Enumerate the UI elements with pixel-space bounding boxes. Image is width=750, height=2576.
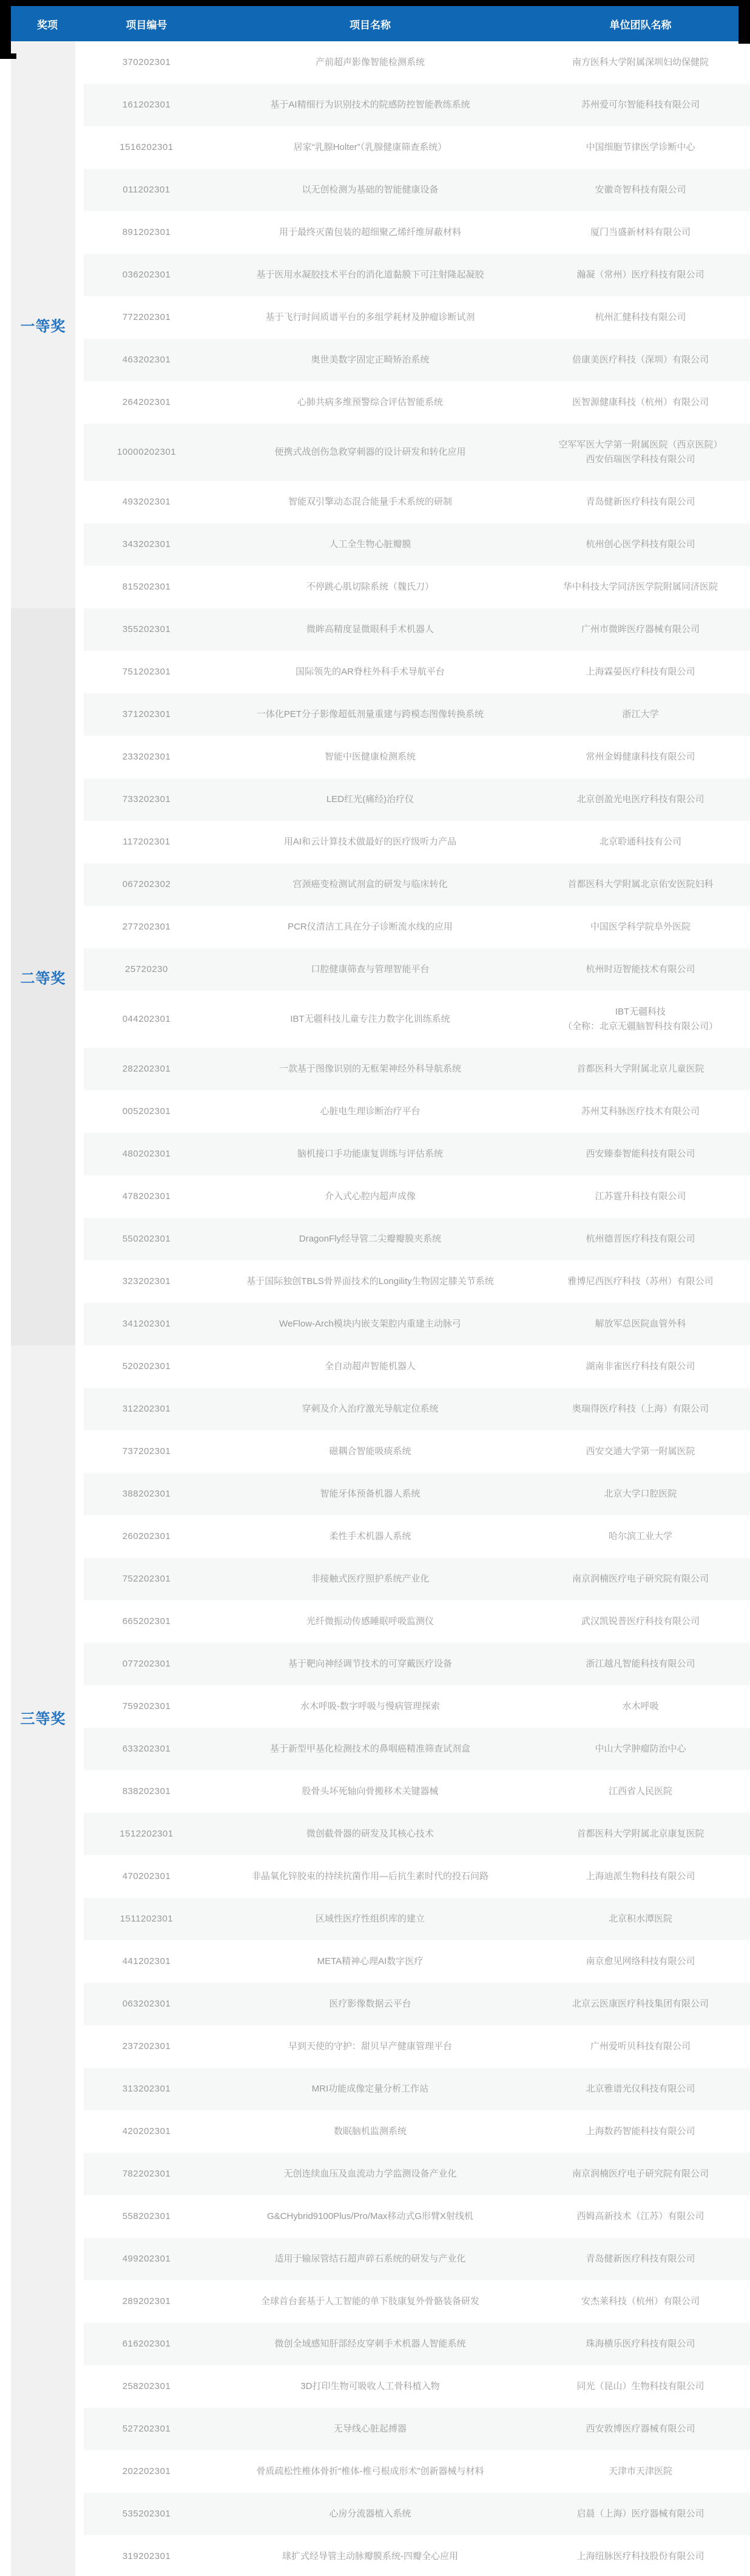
project-name: 用AI和云计算技术做最好的医疗级听力产品 bbox=[283, 837, 457, 847]
project-name: 基于医用水凝胶技术平台的消化道黏膜下可注射隆起凝胶 bbox=[256, 270, 484, 280]
table-row bbox=[84, 2365, 750, 2408]
project-id: 493202301 bbox=[122, 497, 171, 507]
project-name: 适用于输尿管结石超声碎石系统的研发与产业化 bbox=[274, 2254, 466, 2264]
project-name: 产前超声影像智能检测系统 bbox=[315, 57, 425, 67]
project-name: 股骨头坏死轴向骨搬移术关键器械 bbox=[302, 1786, 439, 1796]
table-row bbox=[84, 778, 750, 821]
project-name: 心肺共病多维预警综合评估智能系统 bbox=[297, 397, 443, 407]
column-gutter bbox=[75, 608, 84, 1345]
project-name: WeFlow-Arch模块内嵌支架腔内重建主动脉弓 bbox=[279, 1319, 461, 1329]
project-name: 3D打印生物可吸收人工骨科植入物 bbox=[300, 2381, 440, 2391]
award-cell bbox=[11, 1345, 75, 2576]
table-row bbox=[84, 1983, 750, 2025]
project-id: 558202301 bbox=[122, 2211, 171, 2221]
project-name: 智能双引擎动态混合能量手术系统的研制 bbox=[288, 497, 452, 507]
project-id: 355202301 bbox=[122, 624, 171, 634]
org-name: 中国细胞节律医学诊断中心 bbox=[586, 142, 695, 152]
project-id: 782202301 bbox=[122, 2169, 171, 2179]
org-name: 倍康美医疗科技（深圳）有限公司 bbox=[572, 355, 709, 365]
project-id: 463202301 bbox=[122, 355, 171, 365]
project-name: 全球首台套基于人工智能的单下肢康复外骨骼装备研发 bbox=[260, 2296, 479, 2306]
table-row bbox=[84, 608, 750, 651]
project-name: 宫颈癌变检测试剂盒的研发与临床转化 bbox=[292, 879, 448, 889]
project-name: 全自动超声智能机器人 bbox=[324, 1361, 416, 1371]
table-row bbox=[84, 863, 750, 906]
project-id: 312202301 bbox=[122, 1404, 171, 1414]
project-id: 441202301 bbox=[122, 1956, 171, 1966]
table-row bbox=[84, 481, 750, 523]
left-frame-bar bbox=[0, 0, 11, 59]
project-name: 不停跳心肌切除系统（魏氏刀） bbox=[306, 582, 434, 592]
org-name: 珠海横乐医疗科技有限公司 bbox=[586, 2339, 695, 2349]
org-name: 北京云医康医疗科技集团有限公司 bbox=[572, 1999, 709, 2009]
table-body bbox=[11, 41, 750, 2576]
table-row bbox=[84, 2238, 750, 2280]
table-row bbox=[84, 1685, 750, 1728]
org-name: 南京愈见网络科技有限公司 bbox=[586, 1956, 695, 1966]
table-row bbox=[84, 2323, 750, 2365]
org-name: 西安交通大学第一附属医院 bbox=[586, 1446, 695, 1456]
project-id: 289202301 bbox=[122, 2296, 171, 2306]
org-name: 北京创盈光电医疗科技有限公司 bbox=[576, 794, 704, 804]
org-name: 上海纽脉医疗科技股份有限公司 bbox=[576, 2551, 704, 2561]
table-row bbox=[84, 2493, 750, 2535]
table-row bbox=[84, 1133, 750, 1175]
project-id: 264202301 bbox=[122, 397, 171, 407]
project-name: 口腔健康筛查与管理智能平台 bbox=[311, 964, 430, 974]
group-rows bbox=[84, 1345, 750, 2576]
table-row bbox=[84, 1643, 750, 1685]
org-name: 南京润楠医疗电子研究院有限公司 bbox=[572, 1574, 709, 1584]
project-id: 633202301 bbox=[122, 1744, 171, 1754]
project-name: 穿刺及介入治疗激光导航定位系统 bbox=[302, 1404, 439, 1414]
project-id: 117202301 bbox=[123, 837, 171, 847]
table-row bbox=[84, 1855, 750, 1898]
table-row bbox=[84, 169, 750, 211]
project-id: 343202301 bbox=[122, 539, 171, 549]
table-row bbox=[84, 211, 750, 254]
project-id: 036202301 bbox=[122, 270, 171, 280]
header-project-id: 项目编号 bbox=[126, 19, 167, 31]
table-row bbox=[84, 736, 750, 778]
org-name: 南京润楠医疗电子研究院有限公司 bbox=[572, 2169, 709, 2179]
project-id: 233202301 bbox=[122, 752, 171, 762]
project-id: 011202301 bbox=[123, 185, 171, 195]
project-id: 752202301 bbox=[122, 1574, 171, 1584]
project-name: LED红光(痛经)治疗仪 bbox=[326, 794, 414, 804]
org-name: 上海迪派生物科技有限公司 bbox=[586, 1871, 695, 1881]
project-id: 258202301 bbox=[122, 2381, 171, 2391]
project-id: 067202302 bbox=[122, 879, 171, 889]
table-row bbox=[84, 339, 750, 381]
award-label: 二等奖 bbox=[20, 970, 66, 987]
org-name: 启晨（上海）医疗器械有限公司 bbox=[576, 2509, 704, 2519]
org-name: 浙江越凡智能科技有限公司 bbox=[586, 1659, 695, 1669]
org-name: 中国医学科学院阜外医院 bbox=[590, 922, 691, 932]
project-name: 以无创检测为基础的智能健康设备 bbox=[302, 185, 439, 195]
award-group-3 bbox=[11, 1345, 750, 2576]
project-id: 838202301 bbox=[122, 1786, 171, 1796]
table-row bbox=[84, 651, 750, 693]
award-label: 一等奖 bbox=[20, 318, 66, 335]
project-id: 044202301 bbox=[122, 1014, 171, 1024]
project-id: 759202301 bbox=[122, 1701, 171, 1711]
project-name: IBT无疆科技儿童专注力数字化训练系统 bbox=[290, 1014, 450, 1024]
org-name: 西安敦博医疗器械有限公司 bbox=[586, 2424, 695, 2434]
project-name: 水木呼吸-数字呼吸与慢病管理探索 bbox=[300, 1701, 440, 1711]
org-name: IBT无疆科技 （全称：北京无疆脑智科技有限公司） bbox=[562, 1007, 718, 1031]
project-name: 一款基于图像识别的无框架神经外科导航系统 bbox=[279, 1064, 461, 1074]
project-name: 区域性医疗性组织库的建立 bbox=[315, 1914, 425, 1924]
table-row bbox=[84, 2195, 750, 2238]
project-id: 733202301 bbox=[122, 794, 171, 804]
table-row bbox=[84, 1940, 750, 1983]
award-group-2 bbox=[11, 608, 750, 1345]
project-id: 616202301 bbox=[122, 2339, 171, 2349]
top-frame-bar bbox=[0, 0, 750, 6]
org-name: 江苏霆升科技有限公司 bbox=[595, 1191, 686, 1201]
table-row bbox=[84, 424, 750, 481]
project-id: 737202301 bbox=[122, 1446, 171, 1456]
project-name: 一体化PET分子影像超低剂量重建与跨模态图像转换系统 bbox=[256, 709, 484, 719]
org-name: 上海霖晏医疗科技有限公司 bbox=[586, 667, 695, 677]
table-row bbox=[84, 693, 750, 736]
table-row bbox=[84, 2535, 750, 2576]
org-name: 解放军总医院血管外科 bbox=[595, 1319, 686, 1329]
project-id: 371202301 bbox=[122, 709, 171, 719]
project-name: 医疗影像数据云平台 bbox=[329, 1999, 411, 2009]
project-name: META精神心理AI数字医疗 bbox=[317, 1956, 424, 1966]
org-name: 安杰莱科技（杭州）有限公司 bbox=[581, 2296, 700, 2306]
table-row bbox=[84, 948, 750, 991]
org-name: 北京大学口腔医院 bbox=[604, 1489, 677, 1499]
org-name: 青岛健新医疗科技有限公司 bbox=[586, 497, 695, 507]
group-rows bbox=[84, 608, 750, 1345]
table-row bbox=[84, 2280, 750, 2323]
org-name: 瀚凝（常州）医疗科技有限公司 bbox=[576, 270, 704, 280]
group-rows bbox=[84, 41, 750, 608]
project-name: 光纤微振动传感睡眠呼吸监测仪 bbox=[306, 1616, 434, 1626]
org-name: 西姆高新技术（江苏）有限公司 bbox=[576, 2211, 704, 2221]
project-name: 球扩式经导管主动脉瓣膜系统-四瓣全心应用 bbox=[282, 2551, 458, 2561]
project-id: 319202301 bbox=[122, 2551, 171, 2561]
table-row bbox=[84, 126, 750, 169]
table-row bbox=[84, 381, 750, 424]
left-frame-bar-foot bbox=[11, 53, 16, 59]
project-name: 智能中医健康检测系统 bbox=[324, 752, 416, 762]
table-row bbox=[84, 566, 750, 608]
org-name: 首都医科大学附属北京佑安医院妇科 bbox=[567, 879, 714, 889]
org-name: 北京聆通科技有公司 bbox=[599, 837, 681, 847]
header-project-name: 项目名称 bbox=[350, 19, 391, 31]
table-row bbox=[84, 1048, 750, 1090]
project-name: 介入式心腔内超声成像 bbox=[324, 1191, 416, 1201]
org-name: 北京雅谱光仪科技有限公司 bbox=[586, 2084, 695, 2094]
project-id: 1511202301 bbox=[120, 1914, 174, 1924]
table-row bbox=[84, 2110, 750, 2153]
project-id: 063202301 bbox=[122, 1999, 171, 2009]
project-id: 341202301 bbox=[122, 1319, 171, 1329]
project-name: 无导线心脏起搏器 bbox=[333, 2424, 407, 2434]
project-name: PCR仪清洁工具在分子诊断流水线的应用 bbox=[288, 922, 453, 932]
table-row bbox=[84, 1175, 750, 1218]
org-name: 上海数药智能科技有限公司 bbox=[586, 2126, 695, 2136]
table-row bbox=[84, 1770, 750, 1813]
org-name: 苏州艾科脉医疗技术有限公司 bbox=[581, 1106, 700, 1116]
project-name: 奥世美数字固定正畸矫治系统 bbox=[311, 355, 430, 365]
table-row bbox=[84, 1345, 750, 1388]
table-row bbox=[84, 1558, 750, 1600]
table-row bbox=[84, 2408, 750, 2450]
project-id: 277202301 bbox=[122, 922, 171, 932]
org-name: 浙江大学 bbox=[622, 709, 659, 719]
project-name: 骨质疏松性椎体骨折“椎体-椎弓根成形术”创新器械与材料 bbox=[256, 2466, 484, 2476]
project-id: 313202301 bbox=[122, 2084, 171, 2094]
project-name: 基于靶向神经调节技术的可穿戴医疗设备 bbox=[288, 1659, 452, 1669]
org-name: 医智源健康科技（杭州）有限公司 bbox=[572, 397, 709, 407]
project-id: 25720230 bbox=[125, 964, 168, 974]
project-name: 人工全生物心脏瓣膜 bbox=[329, 539, 411, 549]
table-row bbox=[84, 1303, 750, 1345]
project-name: 基于国际独创TBLS骨界面技术的Longility生物固定膝关节系统 bbox=[246, 1276, 494, 1286]
table-row bbox=[84, 1728, 750, 1770]
project-name: 基于飞行时间质谱平台的多组学耗材及肿瘤诊断试剂 bbox=[265, 312, 475, 322]
project-id: 077202301 bbox=[122, 1659, 171, 1669]
org-name: 杭州德晋医疗科技有限公司 bbox=[586, 1234, 695, 1244]
table-row bbox=[84, 2153, 750, 2195]
project-id: 772202301 bbox=[122, 312, 171, 322]
project-id: 520202301 bbox=[122, 1361, 171, 1371]
project-name: 智能牙体预备机器人系统 bbox=[320, 1489, 421, 1499]
table-row bbox=[84, 1813, 750, 1855]
table-row bbox=[84, 41, 750, 84]
project-id: 891202301 bbox=[122, 227, 171, 237]
project-id: 420202301 bbox=[122, 2126, 171, 2136]
table-row bbox=[84, 2450, 750, 2493]
project-id: 370202301 bbox=[122, 57, 171, 67]
table-row bbox=[84, 1600, 750, 1643]
award-label: 三等奖 bbox=[20, 1711, 66, 1727]
project-id: 665202301 bbox=[122, 1616, 171, 1626]
project-id: 751202301 bbox=[122, 667, 171, 677]
table-row bbox=[84, 1898, 750, 1940]
table-row bbox=[84, 1090, 750, 1133]
org-name: 南方医科大学附属深圳妇幼保健院 bbox=[572, 57, 709, 67]
award-cell bbox=[11, 41, 75, 608]
award-group-1 bbox=[11, 41, 750, 608]
org-name: 江西省人民医院 bbox=[608, 1786, 672, 1796]
org-name: 常州金姆健康科技有限公司 bbox=[586, 752, 695, 762]
table-row bbox=[84, 1515, 750, 1558]
table-row bbox=[84, 296, 750, 339]
project-id: 815202301 bbox=[122, 582, 171, 592]
project-name: 心脏电生理诊断治疗平台 bbox=[320, 1106, 421, 1116]
project-id: 1512202301 bbox=[120, 1829, 174, 1839]
org-name: 首都医科大学附属北京儿童医院 bbox=[576, 1064, 704, 1074]
project-id: 237202301 bbox=[122, 2041, 171, 2051]
org-name: 首都医科大学附属北京康复医院 bbox=[576, 1829, 704, 1839]
project-name: 心房分流器植入系统 bbox=[329, 2509, 411, 2519]
right-frame-bar bbox=[738, 0, 750, 44]
table-row bbox=[84, 1430, 750, 1473]
project-id: 005202301 bbox=[122, 1106, 171, 1116]
project-name: 微创全域感知肝部经皮穿刺手术机器人智能系统 bbox=[274, 2339, 466, 2349]
org-name: 杭州汇健科技有限公司 bbox=[595, 312, 686, 322]
project-id: 499202301 bbox=[122, 2254, 171, 2264]
project-name: 基于AI精细行为识别技术的院感防控智能教练系统 bbox=[270, 100, 470, 110]
column-gutter bbox=[75, 1345, 84, 2576]
award-cell bbox=[11, 608, 75, 1345]
org-name: 广州市微眸医疗器械有限公司 bbox=[581, 624, 700, 634]
org-name: 西安臻泰智能科技有限公司 bbox=[586, 1149, 695, 1159]
project-name: DragonFly经导管二尖瓣瓣膜夹系统 bbox=[299, 1234, 442, 1244]
project-id: 527202301 bbox=[122, 2424, 171, 2434]
column-gutter bbox=[75, 41, 84, 608]
project-id: 161202301 bbox=[122, 100, 171, 110]
org-name: 杭州创心医学科技有限公司 bbox=[586, 539, 695, 549]
org-name: 水木呼吸 bbox=[622, 1701, 659, 1711]
org-name: 厦门当盛新材料有限公司 bbox=[590, 227, 691, 237]
table-row bbox=[84, 1388, 750, 1430]
project-id: 202202301 bbox=[122, 2466, 171, 2476]
table-row bbox=[84, 1473, 750, 1515]
org-name: 苏州爱可尔智能科技有限公司 bbox=[581, 100, 700, 110]
header-org-name: 单位团队名称 bbox=[609, 19, 672, 31]
project-name: 非晶氧化锌胶束的持续抗菌作用—后抗生素时代的投石问路 bbox=[251, 1871, 488, 1881]
org-name: 中山大学肿瘤防治中心 bbox=[595, 1744, 686, 1754]
project-id: 535202301 bbox=[122, 2509, 171, 2519]
table-row bbox=[84, 2025, 750, 2068]
table-row bbox=[84, 1218, 750, 1260]
project-id: 10000202301 bbox=[117, 447, 177, 457]
org-name: 武汉凯锐普医疗科技有限公司 bbox=[581, 1616, 700, 1626]
project-id: 550202301 bbox=[122, 1234, 171, 1244]
table-header bbox=[11, 6, 750, 41]
org-name: 哈尔滨工业大学 bbox=[608, 1531, 672, 1541]
table-row bbox=[84, 84, 750, 126]
project-name: 脑机接口手功能康复训练与评估系统 bbox=[297, 1149, 443, 1159]
project-name: 便携式战创伤急救穿刺器的设计研发和转化应用 bbox=[274, 447, 466, 457]
org-name: 杭州时迈智能技术有限公司 bbox=[586, 964, 695, 974]
org-name: 同光（昆山）生物科技有限公司 bbox=[576, 2381, 704, 2391]
project-name: 微创截骨器的研发及其核心技术 bbox=[306, 1829, 434, 1839]
table-row bbox=[84, 991, 750, 1048]
project-id: 1516202301 bbox=[120, 142, 174, 152]
project-name: 用于最终灭菌包装的超细聚乙烯纤维屏蔽材料 bbox=[279, 227, 461, 237]
table-row bbox=[84, 821, 750, 863]
project-name: 柔性手术机器人系统 bbox=[329, 1531, 411, 1541]
org-name: 广州爱听贝科技有限公司 bbox=[590, 2041, 691, 2051]
org-name: 天津市天津医院 bbox=[608, 2466, 672, 2476]
project-id: 470202301 bbox=[122, 1871, 171, 1881]
org-name: 奥瑞得医疗科技（上海）有限公司 bbox=[572, 1404, 709, 1414]
project-id: 260202301 bbox=[122, 1531, 171, 1541]
org-name: 空军军医大学第一附属医院（西京医院） 西安佰瑞医学科技有限公司 bbox=[558, 440, 723, 464]
table-row bbox=[84, 523, 750, 566]
org-name: 雅博尼西医疗科技（苏州）有限公司 bbox=[567, 1276, 714, 1286]
project-id: 388202301 bbox=[122, 1489, 171, 1499]
org-name: 青岛健新医疗科技有限公司 bbox=[586, 2254, 695, 2264]
project-id: 480202301 bbox=[122, 1149, 171, 1159]
project-name: 国际领先的AR脊柱外科手术导航平台 bbox=[296, 667, 445, 677]
table-row bbox=[84, 254, 750, 296]
project-name: 居家“乳腺Holter”（乳腺健康筛查系统） bbox=[293, 142, 447, 152]
org-name: 北京积水潭医院 bbox=[608, 1914, 672, 1924]
project-id: 282202301 bbox=[122, 1064, 171, 1074]
project-name: MRI功能成像定量分析工作站 bbox=[311, 2084, 429, 2094]
project-name: 微眸高精度显微眼科手术机器人 bbox=[306, 624, 434, 634]
project-id: 323202301 bbox=[122, 1276, 171, 1286]
project-name: 早到天使的守护：甜贝早产健康管理平台 bbox=[288, 2041, 452, 2051]
table-row bbox=[84, 1260, 750, 1303]
project-id: 478202301 bbox=[122, 1191, 171, 1201]
project-name: G&CHybrid9100Plus/Pro/Max移动式G形臂X射线机 bbox=[266, 2211, 474, 2221]
project-name: 基于新型甲基化检测技术的鼻咽癌精准筛查试剂盒 bbox=[269, 1744, 470, 1754]
project-name: 非接触式医疗照护系统产业化 bbox=[311, 1574, 430, 1584]
project-name: 数眠脑机监测系统 bbox=[333, 2126, 407, 2136]
table-row bbox=[84, 906, 750, 948]
org-name: 安徽奇智科技有限公司 bbox=[595, 185, 686, 195]
project-name: 无创连续血压及血流动力学监测设备产业化 bbox=[283, 2169, 457, 2179]
header-award: 奖项 bbox=[37, 19, 58, 31]
org-name: 湖南非雀医疗科技有限公司 bbox=[586, 1361, 695, 1371]
org-name: 华中科技大学同济医学院附属同济医院 bbox=[562, 582, 718, 592]
project-name: 磁耦合智能吸痰系统 bbox=[329, 1446, 411, 1456]
table-row bbox=[84, 2068, 750, 2110]
